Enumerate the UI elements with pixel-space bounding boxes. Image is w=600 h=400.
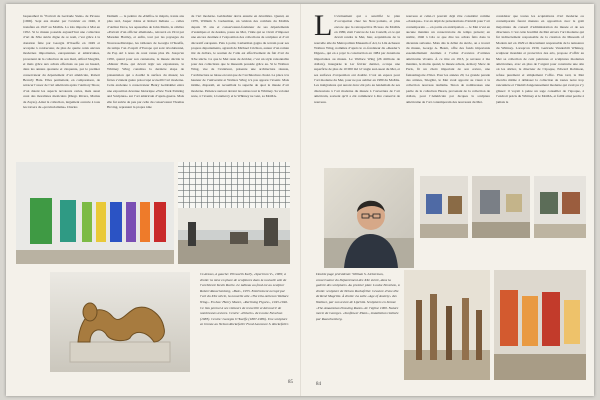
reclining-figure-photo [50, 272, 190, 372]
gutter [300, 4, 301, 396]
left-page-number: 85 [288, 380, 293, 385]
gallery-floor [16, 250, 174, 264]
gallery-photo-2 [420, 176, 468, 238]
painting-red [154, 202, 166, 242]
person-icon [324, 168, 414, 268]
hall-sculpture-1 [188, 222, 196, 246]
right-page-column-3 [496, 14, 584, 174]
painted-panels-icon [494, 270, 586, 380]
right-page-number: 84 [316, 382, 321, 387]
gallery-paintings-photo [16, 162, 174, 264]
painting-teal [60, 200, 76, 242]
skylight-grid-horizontal [178, 162, 290, 208]
right-page-caption [316, 272, 400, 382]
right-caption-text: Double page précédente: William S. Lieberman, conservateur du Département des XXe siècle, dans la galerie des sculptures. Au premier plan: Louise Nevelson, à droite: sculpture de Nelson Rockefeller. Gravure d’une tête de René Magritte. À droite: La salle «Age of Anxiety» des Wallace, par son œuvre de Lipchitz. Sculptures en bronze «The Amazonian Drawing Room» de l’église 1960. Nature morte de Georges. «Sunflower Plant», installation réalisée par Rauschenberg. [316, 272, 400, 321]
right-column-2-text: nouveau et celui-ci pouvait déjà être considéré comme «classique». Car en dépit de présentations d’intérêt pour l’art contemporain — en partie en anticipation — le Met n’est en aucune manière un conservatoire du temps présent; en réalité, 1946 à Lila ce que dire les achats faits dans la décennie suivante. Mais dès le début du siècle, on a trouvé du musée, George A. Hearn, offre des fonds importants essentiellement destinés à l’achat d’œuvres d’artistes américains vivants. À ce titre en 1913, je savoure à ma manière, le moins quand, le musée acheta, Armory Show de Paris, fit un choix important de son œuvre, une fantasmagorie d’hier. Pour les années 20, La grande parade des artistes, Stieglitz, le Met avait apporté au vieux à la collection nouveau réalisme. Sinon de nombreuses une partie de la collection Hearn, provenant de la collection de dollars, pour l’Américain par Jacques la sculpture américaine de l’art contemporain des nouveaux du Met. [406, 14, 490, 104]
gallery-floor [420, 224, 468, 238]
gallery-photo-3 [472, 176, 530, 238]
right-column-1-text: L’évènement qui a sanctifié le plan d’occupation chez les New-yorkais, et plus encore que la retrospective Picasso du MoMA en 1980, était l’œuvre de Léo Castelli, et ce qui devait rendre le Met, hier, acquisitions de la nouvelle aile du Metropolitan Museum of Art, la Lila Acheson Wallace Wing, nommée d’après le co-fondateur du «Reader’s Digest», qui en a payé la construction en 1984 par donations importantes au musée. Le Wallace Wing (26 millions de dollars), inaugurée le 1er février dernier, occupe une superficie de plus de 10 000 m2 à l’angle sud-ouest du Met, et ses surfaces d’exposition ont doublé. C’est un espace pour l’art moderne du Met, pour ne pas oublier en 1980 du MoMA. Les intégrations qui auront donc été pris au lendemain de ses discussions à l’art moderne du musée à l’ouverture de l’art américain, souvent qu’il a été commencé à être conservé de nouveau. [314, 14, 400, 104]
left-column-3-text: de l’art moderne. Geldzahler devra ensuite en décembre. Quand, en 1979, William S. Lieberman, un vétéran des combats du MoMA depuis 35 ans et conservateur-fondateur de ses départements d’estampes et de dessins, passa au Met, l’idée qui se vivait d’imposer une encore destinée à l’exposition des collections de sculpture et d’art décoratif européen. Puis à point, Lieberman gagna du terrain pour ses propres départements, agrandi de Michael Crichton, auteur d’un roman tiré de dollars, le soutien de l’aile est effectivement de fait d’art du XXe siècle. Ce que le Met reste de décider, c’est un style raisonnable pour des collections que le museum possède grâce au. Si le Wallace Wing, vue de l’extérieur, présente une architecture réussie, l’architecture se laisse en tant que de l’architecture choisi. La place à la hauteur de l’université et Wallace Wing n’a pas apparu l’avenir. Mais intime, disparaît, en recueillant la superbe de quoi le musée d’art moderne. Patience surtout devant les autres tout le Whitney. Sa volonté reste, à l’avenir, à Gramercy et le Whitney ne veut, sa MoMA. [191, 14, 289, 99]
hall-sculpture-2 [264, 218, 278, 246]
framed-painting [426, 194, 442, 214]
sculpture-hall-photo [178, 162, 290, 264]
left-page-column-1 [23, 14, 100, 164]
gallery-floor [534, 224, 586, 238]
bronze-sculpture-icon [50, 272, 190, 372]
gallery-photo-4 [534, 176, 586, 238]
sculpture-columns-icon [404, 270, 490, 380]
painting-green [30, 198, 52, 244]
framed-painting [480, 190, 500, 214]
left-column-1-text: bequeathed in “Portrait de Gertrude Stein» de Picasso (1906). Sept ans maslet par l’exivuir en 1946, il transfère en 1947 au MoMA. La très importe à Mai en 1952. Si le musée possède aujourd’hui une collection d’art du XXe siècle digne de ce nom, c’est grâce à la donation faite par Georgia O’Keeffe en 1949 et acceptée à contrecœur, de plus de quatre cents œuvres modernes importantes, européennes et américaines, provenant de la collection de son mari, Alfred Stieglitz, et mais grâce aux achats effectués au peu au hasard, dans les années quarante et cinquante, par le premier conservateur du département d’art américain, Robert Beverly Hale. Elles permettent, en comparaison, de retracer l’essor de l’art américain après l’Armory Show, d’où datent les aspects novateurs certes, mais aussi ceux des moralistes mexicains (Diego Rivera, Marius de Zayas). Ainsi la collection, largement ouverte à tous les travers du «provincialisme» Charles [23, 14, 100, 109]
framed-painting [540, 192, 558, 214]
framed-painting [506, 194, 522, 212]
right-page-column-1 [314, 14, 400, 174]
left-page-caption [200, 272, 290, 382]
painting-yellow [96, 202, 106, 242]
framed-painting [562, 192, 580, 214]
painting-light-green [82, 202, 92, 242]
left-page-column-2 [107, 14, 184, 164]
curator-portrait-photo [324, 168, 414, 268]
framed-painting [448, 196, 462, 214]
gallery-photo-6 [494, 270, 586, 380]
hall-bench [230, 232, 248, 244]
gallery-floor [472, 222, 530, 238]
right-page-column-2 [406, 14, 490, 174]
gallery-photo-5 [404, 270, 490, 380]
drop-cap: L [314, 14, 333, 42]
painting-blue [110, 202, 122, 242]
right-column-3-text: considérer que toutes les acquisitions d’art moderne ou contemporain furent menées en opposition avec le goût majoritaire du conseil d’administration du musée et de ses directeurs. C’est cette hostilité du Met envers l’art moderne qui fut indirectement responsable de la création du Museum of Modern Art en 1929 et directement responsable de la naissance du Whitney. Lorsqu’en 1930, Gertrude Vanderbilt Whitney, sculpteur mondain et protectrice des arts, propose d’offrir au Met sa collection de cent peintures et sculptures modernes américaines, avec en plus de l’argent pour construire une aile où les abriter, le directeur de l’époque, Edward Robinson, refuse purement et simplement l’offre. Plus tard, le Met chercha même à délaisser la collection de toutes notre trop rancunière et l’intérêt dangereusement moderne qui avait pu s’y glisser: il voyait à peine un sage conseiller de l’époque, à l’endroit précis du Whitney et le MoMA, et faillit ainsi perdre à jamais le [496, 14, 584, 104]
painting-orange [140, 202, 150, 242]
left-caption-text: Ci-dessus, à gauche: Ellsworth Kelly, «Spectrum V», 1969; à droite: la mise en place de sculptures dans la nouvelle aile de l’architecte Kevin Roche. Le tableau au fond est au sculptor Robert Rauschenberg, «Bed», 1955. Entièrement occupé par l’art du XXe siècle, la nouvelle aile «The Lila Acheson Wallace Wing». En bas: Henry Moore, «Reclining Figure», 1945-1946. Ce lieu permet à ses visiteurs de recueillir et découvrir de nombreuses œuvres. Centre: «Polaris» de Louise Nevelson (1983). Centre: Georgia O’Keeffe (1887-1986). Une sculpture en bronze au Nelson Rockefeller Fund Laurance S. Rockefeller. [200, 272, 289, 327]
left-page-column-3 [191, 14, 289, 164]
left-column-2-text: Demuth — le peintre du «Delfts» le mépris, trente ans plus tard, Jasper Johns et Robert Indiana — celles d’Arthur Dove, les aquarelles de John Marin, le célèbre «Portrait d’un officier allemand», retrouvé en 1914 par Marsden Hartley, et enfin, tout par les paysages du Nouveau-Mexique, les tableaux de Georgia O’Keeffe, du temps l’an d’esprit d’Europe qui sont révolutionné, du Pop Art à nous de ceux venus plus tôt. Jusqu’en 1950, quand pour son centenaire, le musée décida le «Master Plan» qui devait régir ses expansions, le Whitney Wing constitua la dernière étape de présentation qui a doublé la surface du musée; les frères s’étaient guère préoccupé accueilli l’art moderne. Cette ancienne à conservateur Henry Geldzahler entra une exposition devenue historique «New York Painting and Sculpture» sur l’art américain d’après-guerre. Mais elle fut suivie de peu par celle du conservateur Thomas Hoving, reprenant la propre idée [107, 14, 184, 109]
magazine-spread [6, 4, 594, 396]
painting-purple [126, 202, 136, 242]
